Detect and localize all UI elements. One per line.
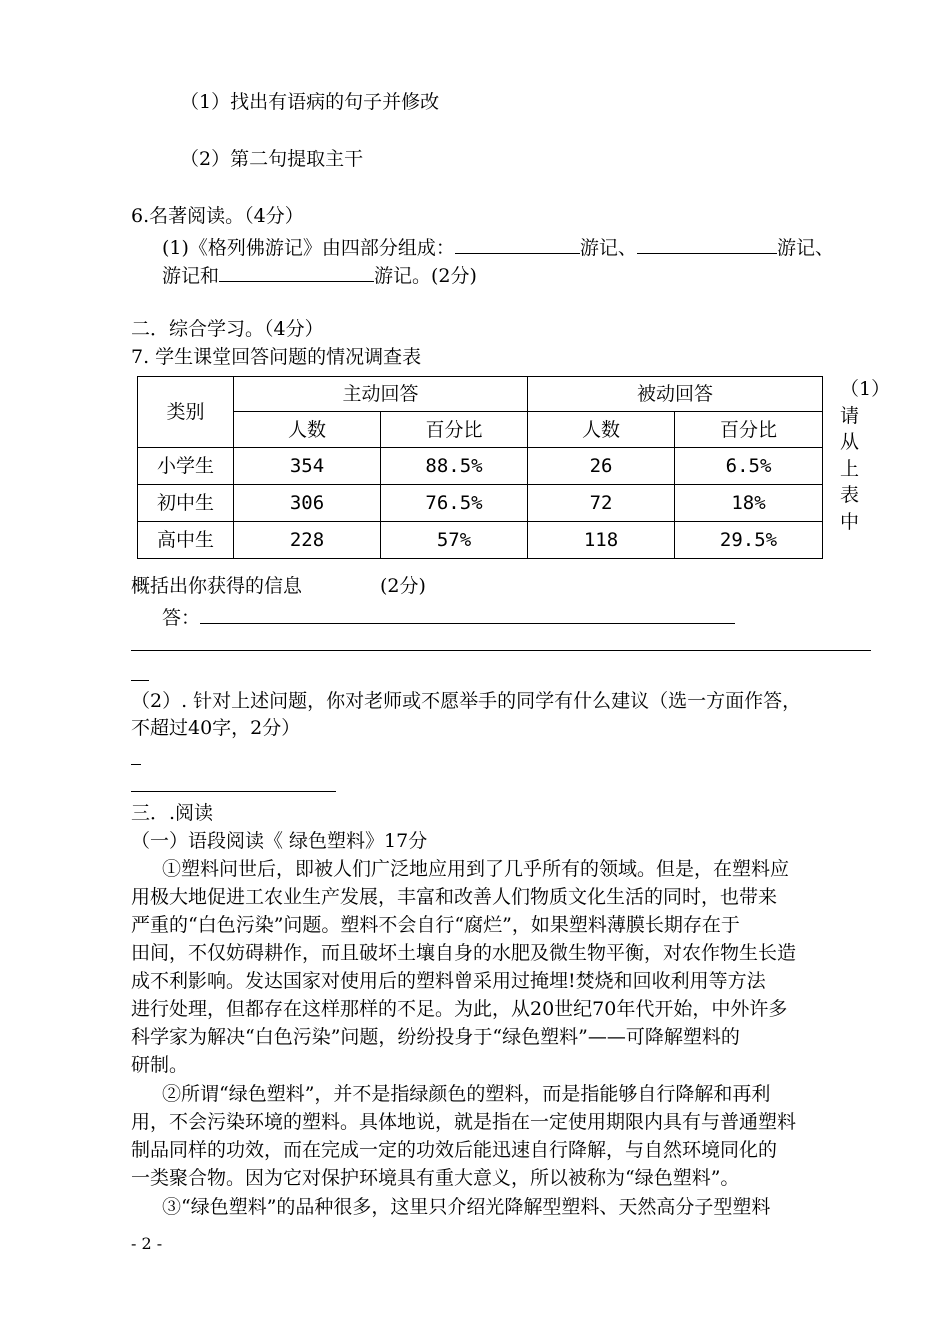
answer-label: 答： — [162, 607, 201, 629]
q6-line1-text-b: 游记、 — [579, 237, 637, 259]
paragraph-1-line: 研制。 — [131, 1054, 189, 1076]
answer-blank-2[interactable] — [637, 233, 777, 254]
q6-line1-text-a: (1)《格列佛游记》由四部分组成： — [162, 237, 455, 259]
active-percent: 88.5% — [381, 448, 528, 485]
q6-line2-text-a: 游记和 — [162, 265, 220, 287]
paragraph-1-line: 田间，不仅妨碍耕作，而且破坏土壤自身的水肥及微生物平衡，对农作物生长造 — [131, 942, 797, 964]
score-text: (2分) — [380, 575, 426, 597]
section2-title: 二．综合学习。（4分） — [131, 318, 324, 340]
passive-percent: 18% — [675, 485, 823, 522]
active-percent: 76.5% — [381, 485, 528, 522]
table-subheader-active-count: 人数 — [234, 412, 381, 448]
q6-line1 — [162, 233, 834, 261]
passive-count: 26 — [528, 448, 675, 485]
table-subheader-active-percent: 百分比 — [381, 412, 528, 448]
paragraph-1-line: ①塑料问世后，即被人们广泛地应用到了几乎所有的领域。但是，在塑料应 — [162, 858, 790, 880]
side-prompt-vertical: （1）请从上表中 — [840, 378, 891, 533]
passive-count: 72 — [528, 485, 675, 522]
table-row — [138, 485, 823, 522]
prompt-continuation — [131, 573, 426, 599]
table-subheader-passive-count: 人数 — [528, 412, 675, 448]
q6-line2 — [162, 261, 477, 289]
paragraph-1-line: 用极大地促进工农业生产发展，丰富和改善人们物质文化生活的同时，也带来 — [131, 886, 778, 908]
paragraph-1-line: 进行处理，但都存在这样那样的不足。为此，从20世纪70年代开始，中外许多 — [131, 998, 788, 1020]
table-header-passive: 被动回答 — [528, 377, 823, 412]
q6-title: 6.名著阅读。（4分） — [131, 205, 304, 227]
answer-rule-4[interactable] — [131, 791, 336, 792]
active-percent: 57% — [381, 522, 528, 559]
table-row — [138, 522, 823, 559]
passive-percent: 6.5% — [675, 448, 823, 485]
table-subheader-passive-percent: 百分比 — [675, 412, 823, 448]
paragraph-2-line: ②所谓“绿色塑料”，并不是指绿颜色的塑料，而是指能够自行降解和再利 — [162, 1083, 771, 1105]
section3-title: 三．.阅读 — [131, 802, 214, 824]
q6-line1-text-c: 游记、 — [776, 237, 834, 259]
q7-title: 7. 学生课堂回答问题的情况调查表 — [131, 346, 422, 368]
q6-line2-text-b: 游记。(2分) — [374, 265, 477, 287]
active-count: 228 — [234, 522, 381, 559]
answer-blank-4[interactable] — [200, 603, 735, 624]
row-label: 小学生 — [138, 448, 234, 485]
paragraph-2-line: 制品同样的功效，而在完成一定的功效后能迅速自行降解，与自然环境同化的 — [131, 1139, 778, 1161]
passive-count: 118 — [528, 522, 675, 559]
answer-rule-1[interactable] — [131, 650, 871, 651]
paragraph-1-line: 严重的“白色污染”问题。塑料不会自行“腐烂”，如果塑料薄膜长期存在于 — [131, 914, 740, 936]
answer-line — [162, 603, 735, 631]
answer-blank-3[interactable] — [219, 261, 374, 282]
table-header-category: 类别 — [138, 377, 234, 448]
q5-sub2: （2）第二句提取主干 — [180, 148, 364, 170]
answer-rule-3[interactable] — [131, 764, 141, 765]
q5-sub1: （1）找出有语病的句子并修改 — [180, 91, 440, 113]
passive-percent: 29.5% — [675, 522, 823, 559]
paragraph-2-line: 一类聚合物。因为它对保护环境具有重大意义，所以被称为“绿色塑料”。 — [131, 1167, 740, 1189]
q7-sub2-line1: （2）. 针对上述问题，你对老师或不愿举手的同学有什么建议（选一方面作答， — [131, 690, 802, 712]
active-count: 354 — [234, 448, 381, 485]
paragraph-1-line: 成不利影响。发达国家对使用后的塑料曾采用过掩埋!焚烧和回收利用等方法 — [131, 970, 766, 992]
answer-blank-1[interactable] — [455, 233, 580, 254]
paragraph-3-line: ③“绿色塑料”的品种很多，这里只介绍光降解型塑料、天然高分子型塑料 — [162, 1196, 771, 1218]
answer-rule-2[interactable] — [131, 680, 149, 681]
row-label: 高中生 — [138, 522, 234, 559]
active-count: 306 — [234, 485, 381, 522]
prompt-text: 概括出你获得的信息 — [131, 575, 303, 597]
section3-subtitle: （一）语段阅读《 绿色塑料》17分 — [131, 830, 428, 852]
page-number: - 2 - — [131, 1234, 163, 1253]
table-row — [138, 448, 823, 485]
table-header-active: 主动回答 — [234, 377, 528, 412]
q7-sub2-line2: 不超过40字，2分） — [131, 717, 301, 739]
survey-table — [137, 376, 823, 559]
paragraph-2-line: 用，不会污染环境的塑料。具体地说，就是指在一定使用期限内具有与普通塑料 — [131, 1111, 797, 1133]
row-label: 初中生 — [138, 485, 234, 522]
paragraph-1-line: 科学家为解决“白色污染”问题，纷纷投身于“绿色塑料”——可降解塑料的 — [131, 1026, 740, 1048]
